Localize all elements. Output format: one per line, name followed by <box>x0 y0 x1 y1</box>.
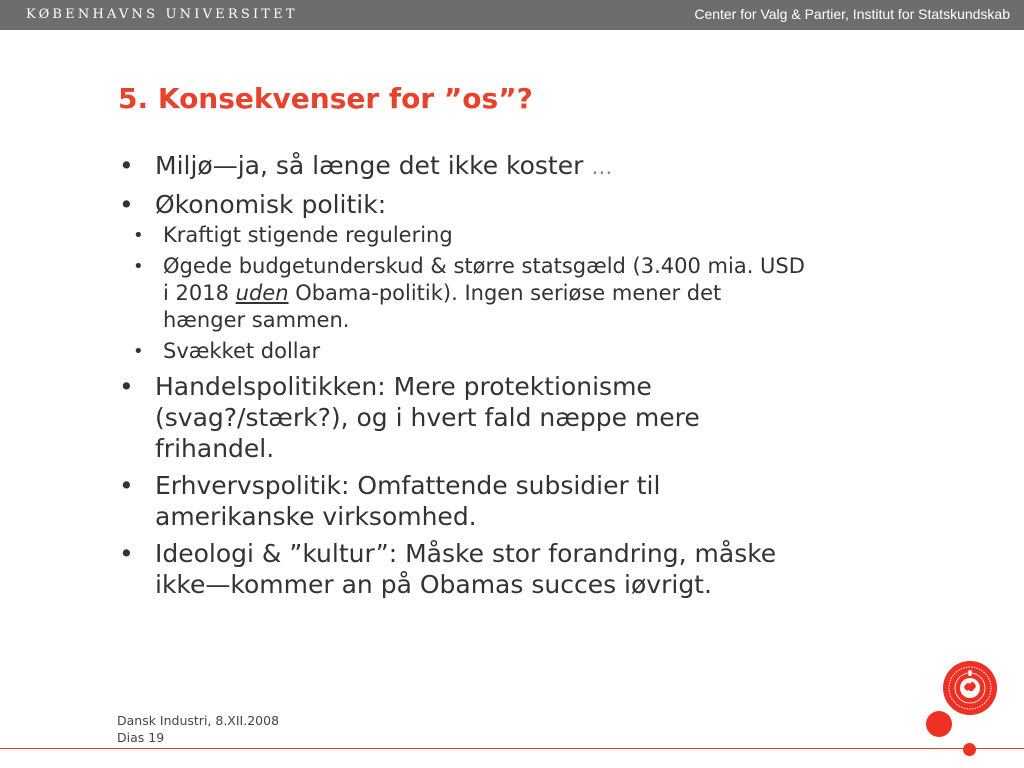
sub-list-item <box>118 222 808 249</box>
slide-content <box>118 150 808 606</box>
slide-footer <box>117 712 279 746</box>
list-item <box>118 470 808 532</box>
sub-list-item-text: Øgede budgetunderskud & større statsgæld (3.400 mia. USD i 2018 <box>163 254 805 305</box>
emphasis-text: uden <box>235 281 289 305</box>
sub-list-item <box>118 338 808 365</box>
bullet-icon: • <box>119 471 134 500</box>
bullet-icon: • <box>119 372 134 401</box>
footer-divider <box>0 748 1024 749</box>
department-name: Center for Valg & Partier, Institut for Statskundskab <box>694 6 1010 22</box>
footer-slide-number: Dias 19 <box>117 730 165 745</box>
list-item-text: Økonomisk politik: <box>155 190 387 219</box>
university-seal-icon <box>942 660 998 716</box>
bullet-icon: • <box>133 225 144 246</box>
bullet-icon: • <box>119 190 134 219</box>
header-bar <box>0 0 1024 30</box>
sub-bullet-list <box>118 222 808 365</box>
bullet-icon: • <box>133 256 144 277</box>
footer-event: Dansk Industri, 8.XII.2008 <box>117 713 280 728</box>
university-name: KØBENHAVNS UNIVERSITET <box>26 7 298 22</box>
sub-list-item-text: Kraftigt stigende regulering <box>163 223 453 247</box>
bullet-list <box>118 150 808 600</box>
list-item-text: Miljø—ja, så længe det ikke koster <box>155 151 584 180</box>
list-item <box>118 150 808 183</box>
slide-title: 5. Konsekvenser for ”os”? <box>118 82 533 115</box>
list-item-text: Handelspolitikken: Mere protektionisme (svag?/stærk?), og i hvert fald næppe mere frihandel. <box>155 372 700 463</box>
bullet-icon: • <box>119 539 134 568</box>
bullet-icon: • <box>119 151 134 180</box>
decorative-dot-small <box>963 743 976 756</box>
sub-list-item <box>118 253 808 334</box>
bullet-icon: • <box>133 341 144 362</box>
ellipsis-text: … <box>591 155 613 179</box>
decorative-dot-large <box>926 711 952 737</box>
list-item <box>118 189 808 365</box>
list-item-text: Ideologi & ”kultur”: Måske stor forandring, måske ikke—kommer an på Obamas succes iøvrigt. <box>155 539 777 599</box>
list-item <box>118 538 808 600</box>
list-item <box>118 371 808 464</box>
list-item-text: Erhvervspolitik: Omfattende subsidier til amerikanske virksomhed. <box>155 471 661 531</box>
sub-list-item-text-cont: Obama-politik). Ingen seriøse mener det hænger sammen. <box>163 281 722 332</box>
sub-list-item-text: Svækket dollar <box>163 339 321 363</box>
